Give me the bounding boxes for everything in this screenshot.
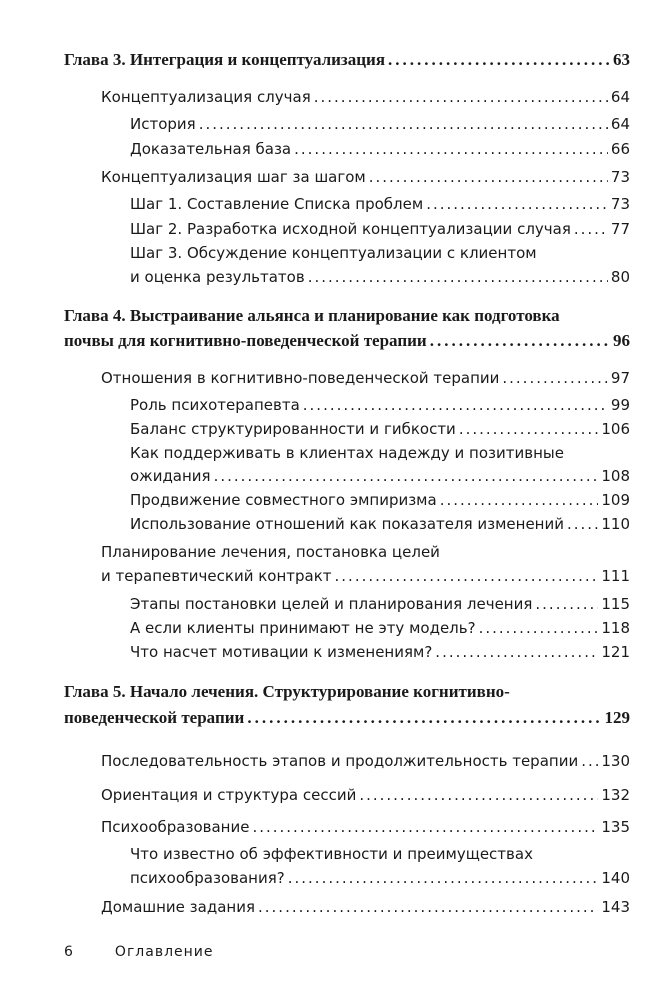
toc-chapter-3[interactable] bbox=[64, 50, 630, 70]
toc-entry-title: ожидания bbox=[130, 467, 211, 485]
dot-leader bbox=[502, 369, 608, 387]
toc-subsection[interactable] bbox=[130, 115, 630, 133]
toc-entry-title: Отношения в когнитивно-поведенческой терапии bbox=[101, 369, 500, 387]
toc-entry-title: Концептуализация шаг за шагом bbox=[101, 168, 366, 186]
dot-leader bbox=[430, 331, 610, 351]
toc-entry-title: Доказательная база bbox=[130, 140, 292, 158]
dot-leader bbox=[567, 515, 598, 533]
toc-subsection[interactable] bbox=[130, 420, 630, 438]
toc-entry-title: Глава 3. Интеграция и концептуализация bbox=[64, 50, 386, 69]
toc-entry-page: 63 bbox=[613, 50, 630, 69]
dot-leader bbox=[359, 786, 598, 804]
toc-section[interactable] bbox=[101, 898, 630, 916]
toc-section[interactable] bbox=[101, 369, 630, 387]
dot-leader bbox=[288, 869, 599, 887]
toc-entry-title: Ориентация и структура сессий bbox=[101, 786, 357, 804]
dot-leader bbox=[303, 396, 608, 414]
toc-entry-page: 140 bbox=[601, 869, 630, 887]
toc-entry-page: 96 bbox=[613, 331, 630, 350]
toc-entry-title: Шаг 1. Составление Списка проблем bbox=[130, 195, 424, 213]
dot-leader bbox=[258, 898, 598, 916]
toc-entry-page: 64 bbox=[610, 115, 630, 133]
toc-entry-page: 111 bbox=[601, 567, 630, 585]
dot-leader bbox=[426, 195, 608, 213]
toc-entry-page: 135 bbox=[601, 818, 630, 836]
toc-entry-title: почвы для когнитивно-поведенческой терапии bbox=[64, 331, 427, 350]
toc-entry-page: 66 bbox=[610, 140, 630, 158]
toc-entry-page: 143 bbox=[601, 898, 630, 916]
toc-entry-title-line: Шаг 3. Обсуждение концептуализации с клиентом bbox=[130, 244, 537, 262]
toc-subsection[interactable] bbox=[130, 869, 630, 887]
toc-section[interactable] bbox=[101, 88, 630, 106]
dot-leader bbox=[252, 818, 598, 836]
toc-entry-title: Использование отношений как показателя изменений bbox=[130, 515, 564, 533]
toc-chapter-4[interactable] bbox=[64, 331, 630, 351]
dot-leader bbox=[574, 220, 608, 238]
dot-leader bbox=[459, 420, 599, 438]
toc-entry-page: 130 bbox=[601, 752, 630, 770]
toc-entry-page: 97 bbox=[610, 369, 630, 387]
toc-entry-title: Последовательность этапов и продолжительность терапии bbox=[101, 752, 579, 770]
toc-entry-page: 129 bbox=[604, 708, 630, 727]
toc-subsection[interactable] bbox=[130, 467, 630, 485]
dot-leader bbox=[535, 595, 598, 613]
toc-subsection[interactable] bbox=[130, 515, 630, 533]
toc-entry-page: 77 bbox=[610, 220, 630, 238]
running-footer-title: Оглавление bbox=[114, 944, 214, 960]
toc-entry-title: А если клиенты принимают не эту модель? bbox=[130, 619, 476, 637]
toc-subsection[interactable] bbox=[130, 595, 630, 613]
toc-entry-title: История bbox=[130, 115, 196, 133]
dot-leader bbox=[308, 268, 608, 286]
toc-entry-title: поведенческой терапии bbox=[64, 708, 245, 727]
toc-subsection[interactable] bbox=[130, 619, 630, 637]
dot-leader bbox=[199, 115, 608, 133]
toc-section[interactable] bbox=[101, 168, 630, 186]
toc-section[interactable] bbox=[101, 818, 630, 836]
toc-subsection[interactable] bbox=[130, 140, 630, 158]
toc-entry-page: 132 bbox=[601, 786, 630, 804]
dot-leader bbox=[388, 50, 610, 70]
toc-entry-page: 80 bbox=[610, 268, 630, 286]
dot-leader bbox=[440, 491, 599, 509]
toc-entry-page: 108 bbox=[601, 467, 630, 485]
dot-leader bbox=[314, 88, 608, 106]
toc-subsection[interactable] bbox=[130, 268, 630, 286]
toc-entry-title: Концептуализация случая bbox=[101, 88, 311, 106]
toc-entry-page: 73 bbox=[610, 168, 630, 186]
toc-subsection[interactable] bbox=[130, 195, 630, 213]
toc-chapter-5[interactable] bbox=[64, 708, 630, 728]
toc-chapter-title-line: Глава 5. Начало лечения. Структурирование когнитивно- bbox=[64, 682, 510, 701]
dot-leader bbox=[479, 619, 599, 637]
toc-entry-page: 99 bbox=[610, 396, 630, 414]
toc-section[interactable] bbox=[101, 786, 630, 804]
toc-subsection[interactable] bbox=[130, 396, 630, 414]
toc-entry-title: Домашние задания bbox=[101, 898, 255, 916]
dot-leader bbox=[214, 467, 599, 485]
toc-chapter-title-line: Глава 4. Выстраивание альянса и планирование как подготовка bbox=[64, 306, 560, 325]
dot-leader bbox=[247, 708, 601, 728]
toc-entry-page: 109 bbox=[601, 491, 630, 509]
toc-entry-title: Что насчет мотивации к изменениям? bbox=[130, 643, 433, 661]
toc-entry-page: 73 bbox=[610, 195, 630, 213]
dot-leader bbox=[335, 567, 599, 585]
page-number: 6 bbox=[64, 944, 73, 960]
toc-entry-title: Шаг 2. Разработка исходной концептуализации случая bbox=[130, 220, 571, 238]
dot-leader bbox=[294, 140, 608, 158]
dot-leader bbox=[435, 643, 598, 661]
toc-subsection[interactable] bbox=[130, 491, 630, 509]
toc-entry-title: Этапы постановки целей и планирования лечения bbox=[130, 595, 533, 613]
toc-entry-title-line: Планирование лечения, постановка целей bbox=[101, 543, 440, 561]
dot-leader bbox=[581, 752, 598, 770]
toc-entry-page: 121 bbox=[601, 643, 630, 661]
toc-section[interactable] bbox=[101, 752, 630, 770]
toc-entry-title: Продвижение совместного эмпиризма bbox=[130, 491, 437, 509]
toc-entry-title: Психообразование bbox=[101, 818, 250, 836]
toc-entry-page: 64 bbox=[610, 88, 630, 106]
toc-entry-title-line: Как поддерживать в клиентах надежду и позитивные bbox=[130, 444, 564, 462]
toc-entry-title-line: Что известно об эффективности и преимуществах bbox=[130, 845, 533, 863]
toc-entry-page: 110 bbox=[601, 515, 630, 533]
toc-subsection[interactable] bbox=[130, 220, 630, 238]
toc-entry-title: и терапевтический контракт bbox=[101, 567, 332, 585]
toc-entry-title: и оценка результатов bbox=[130, 268, 305, 286]
dot-leader bbox=[369, 168, 608, 186]
toc-section[interactable] bbox=[101, 567, 630, 585]
toc-subsection[interactable] bbox=[130, 643, 630, 661]
page-footer bbox=[64, 944, 214, 960]
toc-entry-title: Роль психотерапевта bbox=[130, 396, 300, 414]
toc-entry-page: 106 bbox=[601, 420, 630, 438]
toc-entry-title: Баланс структурированности и гибкости bbox=[130, 420, 456, 438]
toc-entry-title: психообразования? bbox=[130, 869, 285, 887]
toc-entry-page: 115 bbox=[601, 595, 630, 613]
toc-entry-page: 118 bbox=[601, 619, 630, 637]
